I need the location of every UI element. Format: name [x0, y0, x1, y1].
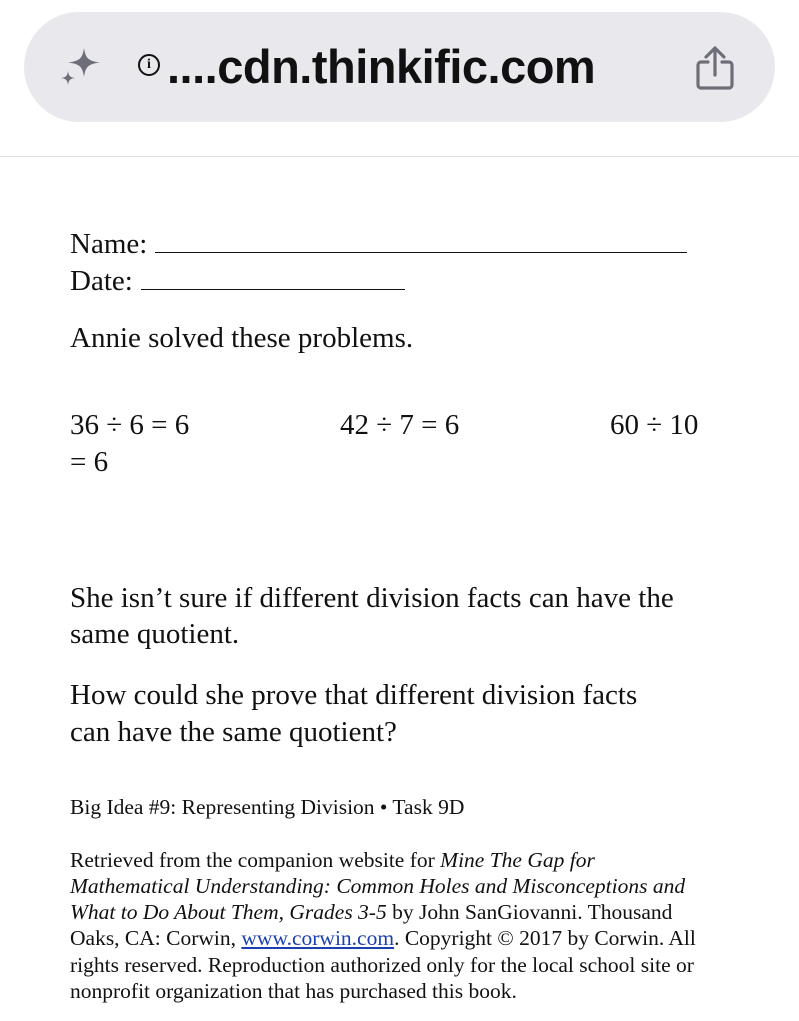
credit-text: Oaks, CA: Corwin,: [70, 926, 242, 950]
intro-text: Annie solved these problems.: [70, 322, 414, 354]
credit-line-3: [70, 900, 672, 925]
question-1-line-1: She isn’t sure if different division facts can have the: [70, 582, 674, 614]
date-row: [70, 265, 405, 298]
credit-line-1: [70, 848, 595, 873]
corwin-link[interactable]: www.corwin.com: [241, 926, 395, 950]
credit-line-4: [70, 926, 696, 951]
question-2-line-1: How could she prove that different division facts: [70, 679, 638, 711]
credit-line-5: rights reserved. Reproduction authorized only for the local school site or: [70, 953, 694, 977]
problem-1: 36 ÷ 6 = 6: [70, 409, 190, 441]
date-label: Date:: [70, 265, 133, 297]
problem-3-continued: = 6: [70, 446, 109, 478]
problem-3: 60 ÷ 10: [610, 409, 699, 441]
share-icon[interactable]: [692, 44, 738, 92]
date-blank: [141, 267, 405, 290]
name-row: [70, 228, 687, 261]
browser-toolbar: [0, 0, 799, 157]
sparkle-icon[interactable]: [56, 44, 104, 90]
credit-text: Retrieved from the companion website for: [70, 848, 441, 872]
copyright-text: . Copyright © 2017 by Corwin. All: [394, 926, 696, 950]
book-title: Mine The Gap for: [440, 848, 595, 872]
task-label: Big Idea #9: Representing Division • Task 9D: [70, 795, 465, 819]
url-text[interactable]: ....cdn.thinkific.com: [167, 40, 596, 93]
credit-line-2: Mathematical Understanding: Common Holes and Misconceptions and: [70, 874, 686, 898]
credit-text: by John SanGiovanni. Thousand: [386, 900, 673, 924]
name-blank: [155, 230, 687, 253]
info-icon[interactable]: i: [138, 54, 160, 76]
problem-2: 42 ÷ 7 = 6: [340, 409, 460, 441]
book-title-end: What to Do About Them, Grades 3-5: [70, 900, 387, 924]
name-label: Name:: [70, 228, 148, 260]
question-1-line-2: same quotient.: [70, 618, 240, 650]
credit-line-6: nonprofit organization that has purchased this book.: [70, 979, 517, 1003]
question-2-line-2: can have the same quotient?: [70, 716, 397, 748]
